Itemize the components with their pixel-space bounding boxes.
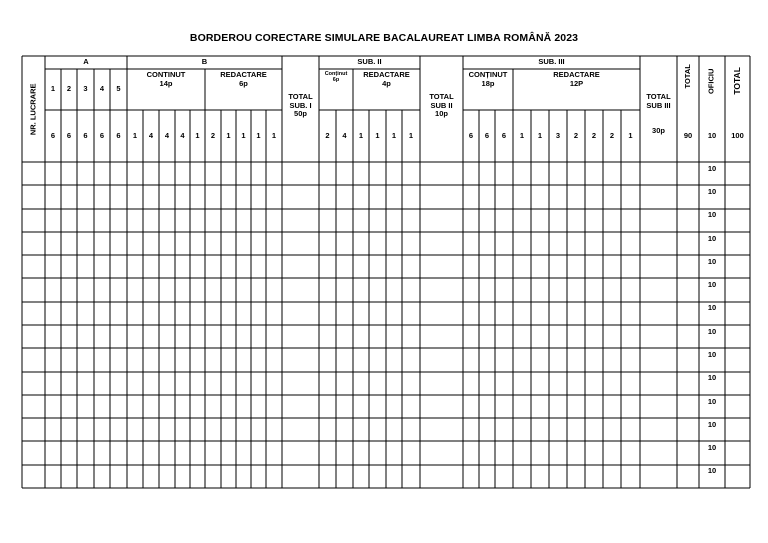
- oficiu-points: 10: [707, 130, 717, 140]
- a-points-4: 6: [99, 130, 105, 140]
- a-item-1: 1: [50, 84, 56, 94]
- s3-points-10: 1: [628, 130, 633, 140]
- oficiu-row-value: 10: [707, 186, 717, 196]
- s2-points-5: 1: [391, 130, 397, 140]
- a-item-5: 5: [116, 84, 121, 94]
- b-points-3: 4: [164, 130, 170, 140]
- s3-points-9: 2: [609, 130, 615, 140]
- s2-points-4: 1: [375, 130, 380, 140]
- group-b-header: B: [201, 57, 208, 67]
- s3-continut-header: CONȚINUT 18p: [468, 70, 508, 88]
- s3-points-3: 6: [501, 130, 507, 140]
- b-points-5: 1: [195, 130, 200, 140]
- b-points-7: 1: [226, 130, 231, 140]
- document-title: BORDEROU CORECTARE SIMULARE BACALAUREAT LIMBA ROMÂNĂ 2023: [189, 32, 579, 44]
- oficiu-row-value: 10: [707, 373, 717, 383]
- b-points-10: 1: [271, 130, 277, 140]
- oficiu-row-value: 10: [707, 210, 717, 220]
- grand-total-points: 100: [731, 130, 744, 140]
- a-points-5: 6: [116, 130, 121, 140]
- oficiu-row-value: 10: [707, 419, 717, 429]
- s3-points-1: 6: [468, 130, 474, 140]
- b-points-6: 2: [210, 130, 216, 140]
- s3-points-7: 2: [573, 130, 579, 140]
- a-item-2: 2: [66, 84, 72, 94]
- oficiu-row-value: 10: [707, 280, 717, 290]
- oficiu-row-value: 10: [707, 303, 717, 313]
- a-points-3: 6: [83, 130, 88, 140]
- total-sub-iii-points: 30p: [652, 125, 665, 135]
- s2-points-3: 1: [358, 130, 364, 140]
- oficiu-row-value: 10: [707, 256, 717, 266]
- oficiu-row-value: 10: [707, 349, 717, 359]
- b-points-4: 4: [180, 130, 185, 140]
- grand-total-header: [725, 56, 750, 106]
- b-points-9: 1: [256, 130, 261, 140]
- b-redactare-header: REDACTARE 6p: [220, 70, 267, 88]
- oficiu-header: [699, 56, 725, 106]
- oficiu-row-value: 10: [707, 233, 717, 243]
- b-points-8: 1: [241, 130, 246, 140]
- s2-continut-header: Conținut 6p: [324, 71, 348, 84]
- oficiu-header-text: OFICIU: [706, 68, 716, 94]
- sub2-header: SUB. II: [357, 57, 382, 67]
- s2-points-1: 2: [325, 130, 330, 140]
- b-continut-header: CONTINUT 14p: [146, 70, 186, 88]
- grand-total-header-text: TOTAL: [731, 67, 742, 95]
- s2-points-6: 1: [408, 130, 414, 140]
- oficiu-row-value: 10: [707, 443, 717, 453]
- oficiu-row-value: 10: [707, 163, 717, 173]
- a-points-2: 6: [66, 130, 72, 140]
- a-item-4: 4: [99, 84, 105, 94]
- total-sub-iii-header: TOTAL SUB III: [646, 92, 671, 110]
- total-sub-i-header: TOTAL SUB. I 50p: [288, 92, 313, 119]
- s3-redactare-header: REDACTARE 12P: [553, 70, 600, 88]
- s3-points-5: 1: [537, 130, 543, 140]
- oficiu-row-value: 10: [707, 396, 717, 406]
- total-header: [677, 56, 699, 96]
- s2-points-2: 4: [342, 130, 347, 140]
- group-a-header: A: [83, 57, 89, 67]
- sub3-header: SUB. III: [538, 57, 565, 67]
- s2-redactare-header: REDACTARE 4p: [363, 70, 410, 88]
- s3-points-6: 3: [555, 130, 561, 140]
- b-points-1: 1: [132, 130, 138, 140]
- oficiu-row-value: 10: [707, 466, 717, 476]
- s3-points-2: 6: [484, 130, 490, 140]
- b-points-2: 4: [148, 130, 154, 140]
- total-points: 90: [683, 130, 693, 140]
- a-points-1: 6: [50, 130, 56, 140]
- s3-points-4: 1: [519, 130, 525, 140]
- s3-points-8: 2: [591, 130, 597, 140]
- oficiu-row-value: 10: [707, 326, 717, 336]
- total-header-text: TOTAL: [682, 63, 692, 89]
- a-item-3: 3: [83, 84, 88, 94]
- total-sub-ii-header: TOTAL SUB II 10p: [429, 92, 454, 119]
- nr-lucrare-header-text: NR. LUCRARE: [28, 83, 38, 135]
- nr-lucrare-header: [22, 56, 45, 162]
